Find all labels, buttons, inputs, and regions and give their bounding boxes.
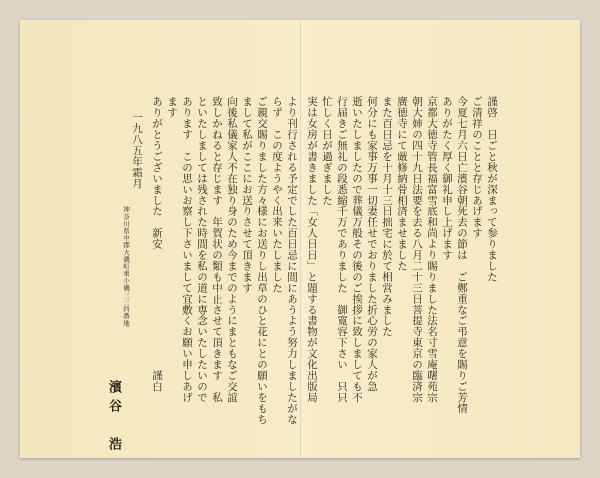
body-line: 致しかねると存じます 年賀状の類も中止させて頂きます 私 [211, 96, 223, 403]
body-line: 実は女房が書きました「女人日日」と題する書物が文化出版局 [306, 96, 318, 403]
body-line: また百日忌を十月十三日拙宅に於て相営みました [381, 96, 393, 337]
closing-text: 謹白 [151, 370, 163, 392]
body-line: らず この度ようやく出来いたしました [271, 96, 283, 294]
body-line: 京都大徳寺管長福富雪底和尚より賜りました法名寸雪庵曙苑宗 [426, 96, 438, 403]
greeting-line: 謹啓 日ごと秋が深まって参りました [486, 96, 498, 283]
body-line: 廣徳寺にて厳修納骨相済ませました [396, 96, 408, 272]
body-line: 朝大姉の四十九日法要を去る八月二十三日菩提寺東京の臨済宗 [411, 96, 423, 403]
body-line: ご親交賜りました方々様にお送りし出草のひと花にとの願いをもち [256, 96, 268, 425]
body-line: 何分にも家事万事一切妻任せでおりました折心労の家人が急 [366, 96, 378, 392]
date-text: 一九八五年霜月 [131, 112, 143, 189]
body-line: 向後私儀家人不在独り身のため今までのようにまともなご交誼 [226, 96, 238, 403]
body-line: ご清祥のことと存じあげます [471, 96, 483, 239]
body-line: ありがとうございました 新安 [151, 96, 163, 250]
body-line: といたしましては残された時間を私の道に専念いたしたいので [196, 96, 208, 403]
signature-name: 濱谷 浩 [106, 380, 121, 456]
body-line: 逝いたしましたので葬儀万般その後のご挨拶に致しましても不 [351, 96, 363, 403]
body-line: あります この思いお察し下さいまして宜敷くお願い申しあげ [181, 96, 193, 403]
fold-line [300, 20, 301, 458]
body-line: ありがたく厚く御礼申し上げます [441, 96, 453, 261]
body-line: 行届きご無礼の段悉縮千万でありました 御寛容下さい 只只 [336, 96, 348, 403]
body-line: 今夏七月六日亡濱谷朝死去の節は ご鄭重なご弔意を賜りご芳情 [456, 96, 468, 414]
body-line: まして私がここにお送りさせて頂きます [241, 96, 253, 294]
body-line: 忙しく日が過ぎました [321, 96, 333, 206]
body-line: ます [166, 96, 178, 118]
body-line: より刊行される予定でした百日忌に間にあうよう努力しましたがな [286, 96, 298, 425]
sender-address: 神奈川県中郡大磯町東小磯三三四番地 [122, 206, 130, 327]
